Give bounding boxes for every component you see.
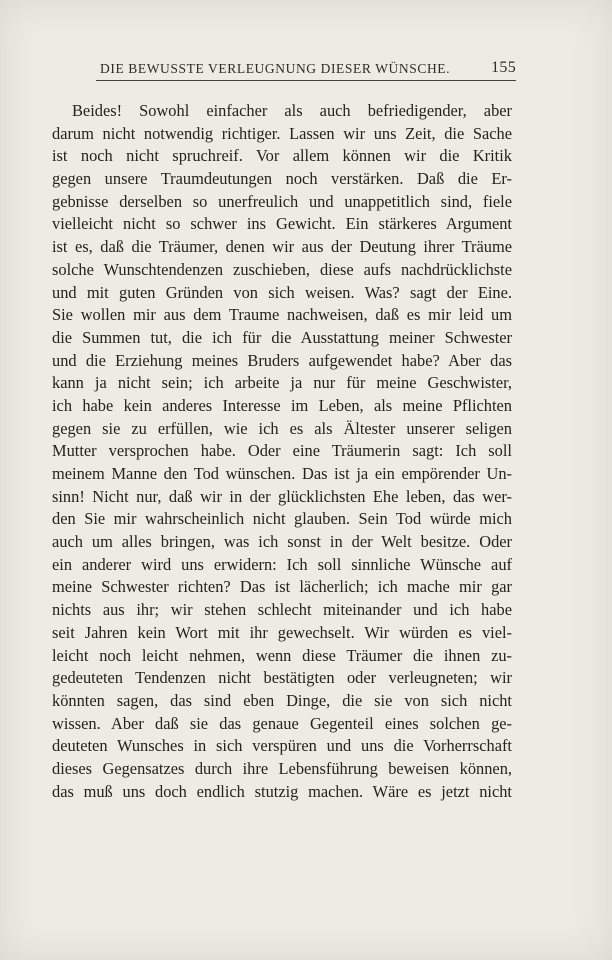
text-line: Beides! Sowohl einfacher als auch befriedigender, aber (72, 101, 512, 120)
text-line: und mit guten Gründen von sich weisen. Was? sagt der Eine. (52, 282, 512, 302)
text-line: den Sie mir wahrscheinlich nicht glauben. Sein Tod würde mich (52, 509, 512, 529)
text-line: deuteten Wunsches in sich verspüren und uns die Vorherrschaft (52, 736, 512, 756)
text-line: kann ja nicht sein; ich arbeite ja nur für meine Geschwister, (52, 373, 512, 393)
text-line: dieses Gegensatzes durch ihre Lebensführung beweisen können, (52, 758, 512, 778)
text-line: nichts aus ihr; wir stehen schlecht miteinander und ich habe (52, 600, 512, 620)
text-line: gedeuteten Tendenzen nicht bestätigten oder verleugneten; wir (52, 668, 512, 688)
running-title: DIE BEWUSSTE VERLEUGNUNG DIESER WÜNSCHE. (100, 61, 451, 76)
text-line: Mutter versprochen habe. Oder eine Träumerin sagt: Ich soll (52, 441, 512, 461)
text-line: darum nicht notwendig richtiger. Lassen wir uns Zeit, die Sache (52, 123, 512, 143)
text-line: gebnisse derselben so unerfreulich und unappetitlich sind, fiele (52, 191, 512, 211)
running-head (96, 58, 516, 82)
text-line: vielleicht nicht so schwer ins Gewicht. Ein stärkeres Argument (52, 214, 512, 234)
text-line: wissen. Aber daß sie das genaue Gegenteil eines solchen ge- (52, 713, 512, 733)
text-line: auch um alles bringen, was ich sonst in der Welt besitze. Oder (52, 532, 512, 552)
header-rule (96, 80, 516, 81)
text-line: ist es, daß die Träumer, denen wir aus der Deutung ihrer Träume (52, 237, 512, 257)
text-line: gegen unsere Traumdeutungen noch verstärken. Daß die Er- (52, 169, 512, 189)
text-line: sinn! Nicht nur, daß wir in der glücklichsten Ehe leben, das wer- (52, 486, 512, 506)
body-text (52, 100, 512, 803)
text-line: seit Jahren kein Wort mit ihr gewechselt. Wir würden es viel- (52, 622, 512, 642)
text-line: leicht noch leicht nehmen, wenn diese Träumer die ihnen zu- (52, 645, 512, 665)
text-line: gegen sie zu erfüllen, wie ich es als Ältester unserer seligen (52, 418, 512, 438)
text-line: ein anderer wird uns erwidern: Ich soll sinnliche Wünsche auf (52, 554, 512, 574)
text-line: könnten sagen, das sind eben Dinge, die sie von sich nicht (52, 690, 512, 710)
text-line: solche Wunschtendenzen zuschieben, diese aufs nachdrücklichste (52, 259, 512, 279)
text-line: ist noch nicht spruchreif. Vor allem können wir die Kritik (52, 146, 512, 166)
text-line: und die Erziehung meines Bruders aufgewendet habe? Aber das (52, 350, 512, 370)
text-line: das muß uns doch endlich stutzig machen. Wäre es jetzt nicht (52, 781, 512, 801)
page-number: 155 (491, 59, 516, 76)
text-line: meinem Manne den Tod wünschen. Das ist ja ein empörender Un- (52, 464, 512, 483)
text-line: meine Schwester richten? Das ist lächerlich; ich mache mir gar (52, 577, 512, 597)
text-line: die Summen tut, die ich für die Ausstattung meiner Schwester (52, 327, 512, 347)
text-line: Sie wollen mir aus dem Traume nachweisen, daß es mir leid um (52, 305, 512, 325)
text-line: ich habe kein anderes Interesse im Leben, als meine Pflichten (52, 395, 512, 415)
